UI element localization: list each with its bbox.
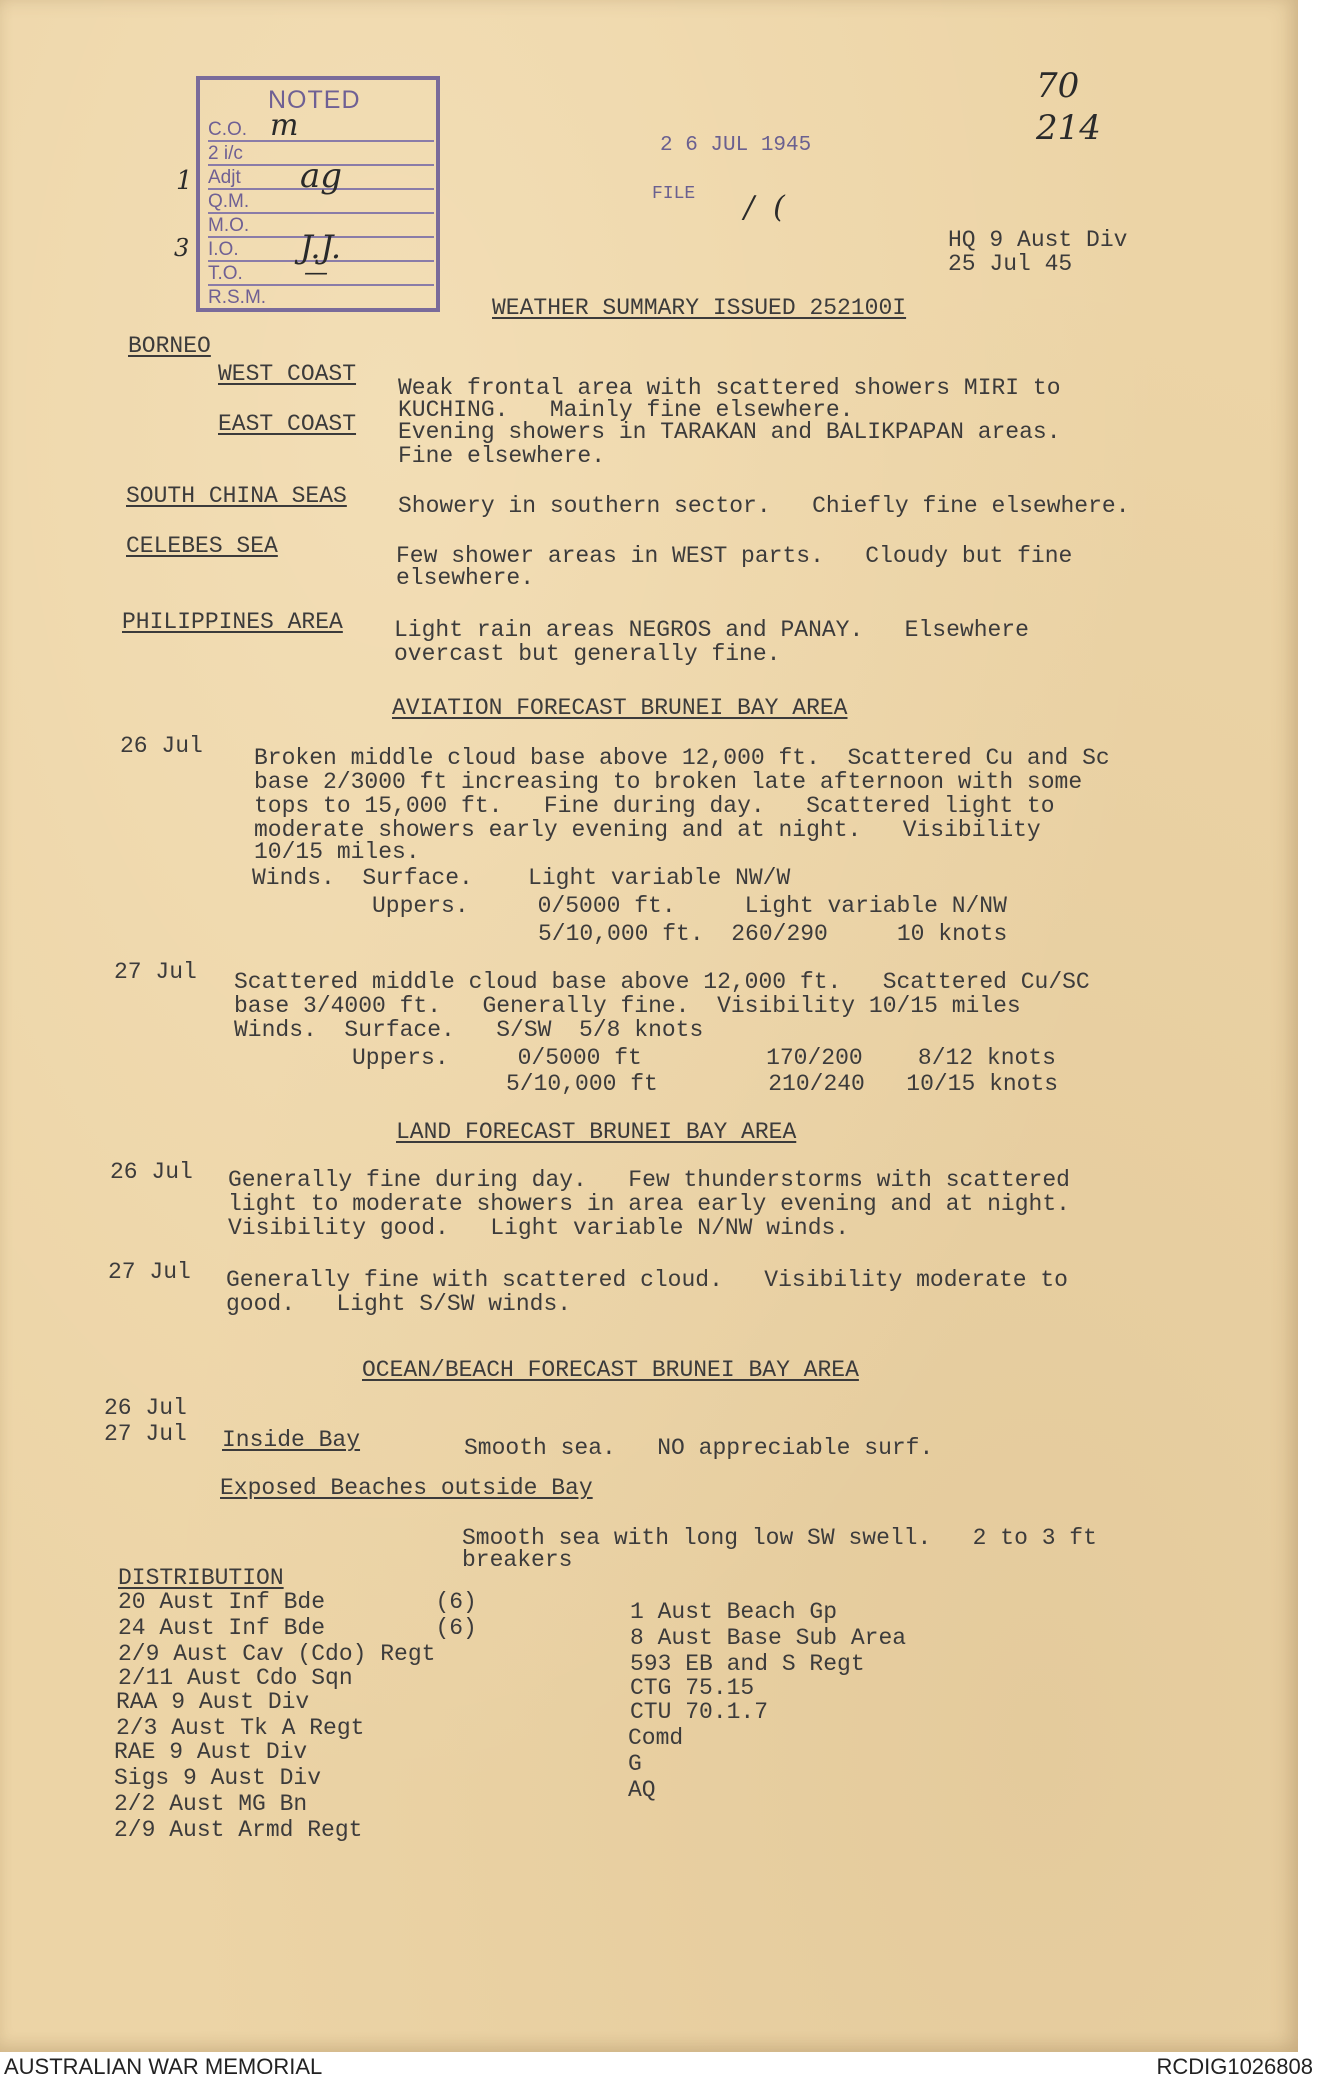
ocean-exposed-line2: breakers <box>462 1547 573 1573</box>
distribution-left-item: 2/11 Aust Cdo Sqn <box>118 1665 353 1691</box>
ocean-date-1: 26 Jul <box>104 1395 187 1421</box>
ocean-inside-bay-text: Smooth sea. NO appreciable surf. <box>464 1435 934 1461</box>
land-day2-line1: Generally fine with scattered cloud. Visibility moderate to <box>226 1267 1068 1293</box>
aviation-day1-line5: 10/15 miles. <box>254 839 420 865</box>
distribution-left-item: 2/2 Aust MG Bn <box>114 1791 308 1817</box>
distribution-heading: DISTRIBUTION <box>118 1565 284 1591</box>
handwritten-ref-bottom: 214 <box>1036 108 1101 148</box>
region-west-coast-line1: Weak frontal area with scattered showers MIRI to <box>398 375 1061 401</box>
distribution-right-item: AQ <box>628 1777 656 1803</box>
land-day1-line1: Generally fine during day. Few thunderstorms with scattered <box>228 1167 1070 1193</box>
land-day1-line2: light to moderate showers in area early evening and at night. <box>228 1191 1070 1217</box>
land-day2-line2: good. Light S/SW winds. <box>226 1291 572 1317</box>
stamp-initial-io: J.J. <box>300 228 342 266</box>
aviation-day1-winds-uppers2: 5/10,000 ft. 260/290 10 knots <box>538 921 1008 947</box>
stamp-initial-co: m <box>270 108 299 143</box>
region-west-coast-line2: KUCHING. Mainly fine elsewhere. <box>398 397 854 423</box>
handwritten-margin-3: 3 <box>174 234 190 262</box>
region-philippines-line2: overcast but generally fine. <box>394 641 781 667</box>
distribution-left-item: 2/9 Aust Cav (Cdo) Regt <box>118 1641 436 1667</box>
stamp-title: NOTED <box>268 86 361 114</box>
region-celebes-sea-line2: elsewhere. <box>396 565 535 591</box>
region-south-china-seas-label: SOUTH CHINA SEAS <box>126 483 347 509</box>
distribution-left-item: 24 Aust Inf Bde (6) <box>118 1615 477 1641</box>
distribution-right-item: CTU 70.1.7 <box>630 1699 769 1725</box>
noted-stamp <box>196 76 440 312</box>
header-hq: HQ 9 Aust Div <box>948 227 1128 253</box>
land-day1-date: 26 Jul <box>110 1159 193 1185</box>
region-philippines-line1: Light rain areas NEGROS and PANAY. Elsewhere <box>394 617 1029 643</box>
distribution-right-item: 593 EB and S Regt <box>630 1651 865 1677</box>
stamp-row-rsm: R.S.M. <box>208 287 267 308</box>
distribution-right-item: 8 Aust Base Sub Area <box>630 1625 907 1651</box>
aviation-day1-line2: base 2/3000 ft increasing to broken late afternoon with some <box>254 769 1083 795</box>
aviation-day1-line3: tops to 15,000 ft. Fine during day. Scattered light to <box>254 793 1055 819</box>
region-borneo: BORNEO <box>128 333 211 359</box>
region-celebes-sea-line1: Few shower areas in WEST parts. Cloudy but fine <box>396 543 1073 569</box>
aviation-day2-line1: Scattered middle cloud base above 12,000 ft. Scattered Cu/SC <box>234 969 1090 995</box>
distribution-left-item: Sigs 9 Aust Div <box>114 1765 322 1791</box>
aviation-day2-date: 27 Jul <box>114 959 197 985</box>
footer-institution: AUSTRALIAN WAR MEMORIAL <box>4 2054 323 2079</box>
region-east-coast-label: EAST COAST <box>218 411 357 437</box>
aviation-day1-line4: moderate showers early evening and at night. Visibility <box>254 817 1041 843</box>
aviation-day2-winds-uppers: Uppers. 0/5000 ft 170/200 8/12 knots <box>352 1045 1056 1071</box>
region-south-china-seas-text: Showery in southern sector. Chiefly fine elsewhere. <box>398 493 1130 519</box>
handwritten-margin-1: 1 <box>176 166 193 196</box>
ocean-exposed-label: Exposed Beaches outside Bay <box>220 1475 593 1501</box>
distribution-left-item: RAA 9 Aust Div <box>116 1689 310 1715</box>
stamp-initial-to: — <box>304 258 328 286</box>
distribution-left-item: 20 Aust Inf Bde (6) <box>118 1589 477 1615</box>
region-east-coast-line1: Evening showers in TARAKAN and BALIKPAPAN areas. <box>398 419 1061 445</box>
document-title: WEATHER SUMMARY ISSUED 252100I <box>492 295 907 321</box>
stamp-row-adjt: Adjt <box>208 168 434 190</box>
stamp-initial-adjt: ag <box>300 156 343 196</box>
aviation-day2-line2: base 3/4000 ft. Generally fine. Visibility 10/15 miles <box>234 993 1021 1019</box>
distribution-left-item: 2/9 Aust Armd Regt <box>114 1817 363 1843</box>
file-handwritten-marks: / ( <box>744 190 785 225</box>
archive-footer <box>0 2052 1319 2082</box>
received-date-stamp: 2 6 JUL 1945 <box>660 134 812 157</box>
region-west-coast-label: WEST COAST <box>218 361 357 387</box>
stamp-row-io: I.O. <box>208 240 434 262</box>
distribution-right-item: 1 Aust Beach Gp <box>630 1599 838 1625</box>
distribution-left-item: 2/3 Aust Tk A Regt <box>116 1715 365 1741</box>
stamp-row-qm: Q.M. <box>208 192 434 214</box>
ocean-exposed-line1: Smooth sea with long low SW swell. 2 to 3 ft <box>462 1525 1097 1551</box>
ocean-heading: OCEAN/BEACH FORECAST BRUNEI BAY AREA <box>362 1357 859 1383</box>
aviation-day1-date: 26 Jul <box>120 733 203 759</box>
stamp-row-mo: M.O. <box>208 216 434 238</box>
land-day1-line3: Visibility good. Light variable N/NW winds. <box>228 1215 850 1241</box>
aviation-day2-winds-uppers2: 5/10,000 ft 210/240 10/15 knots <box>506 1071 1059 1097</box>
aviation-day1-line1: Broken middle cloud base above 12,000 ft. Scattered Cu and Sc <box>254 745 1110 771</box>
region-philippines-label: PHILIPPINES AREA <box>122 609 343 635</box>
land-day2-date: 27 Jul <box>108 1259 191 1285</box>
region-east-coast-line2: Fine elsewhere. <box>398 443 606 469</box>
distribution-right-item: G <box>628 1751 642 1777</box>
distribution-right-item: CTG 75.15 <box>630 1675 755 1701</box>
header-date: 25 Jul 45 <box>948 251 1073 277</box>
distribution-left-item: RAE 9 Aust Div <box>114 1739 308 1765</box>
distribution-right-item: Comd <box>628 1725 684 1751</box>
aviation-day2-winds-surface: Winds. Surface. S/SW 5/8 knots <box>234 1017 704 1043</box>
file-stamp: FILE <box>652 184 696 204</box>
footer-reference: RCDIG1026808 <box>1156 2054 1313 2079</box>
ocean-date-2: 27 Jul <box>104 1421 187 1447</box>
aviation-day1-winds-uppers: Uppers. 0/5000 ft. Light variable N/NW <box>372 893 1007 919</box>
region-celebes-sea-label: CELEBES SEA <box>126 533 278 559</box>
aviation-day1-winds-surface: Winds. Surface. Light variable NW/W <box>252 865 791 891</box>
land-heading: LAND FORECAST BRUNEI BAY AREA <box>396 1119 797 1145</box>
stamp-row-2ic: 2 i/c <box>208 144 434 166</box>
stamp-row-co: C.O. <box>208 120 434 142</box>
ocean-inside-bay-label: Inside Bay <box>222 1427 361 1453</box>
handwritten-ref-top: 70 <box>1036 66 1080 106</box>
stamp-row-to: T.O. <box>208 264 434 286</box>
aviation-heading: AVIATION FORECAST BRUNEI BAY AREA <box>392 695 848 721</box>
